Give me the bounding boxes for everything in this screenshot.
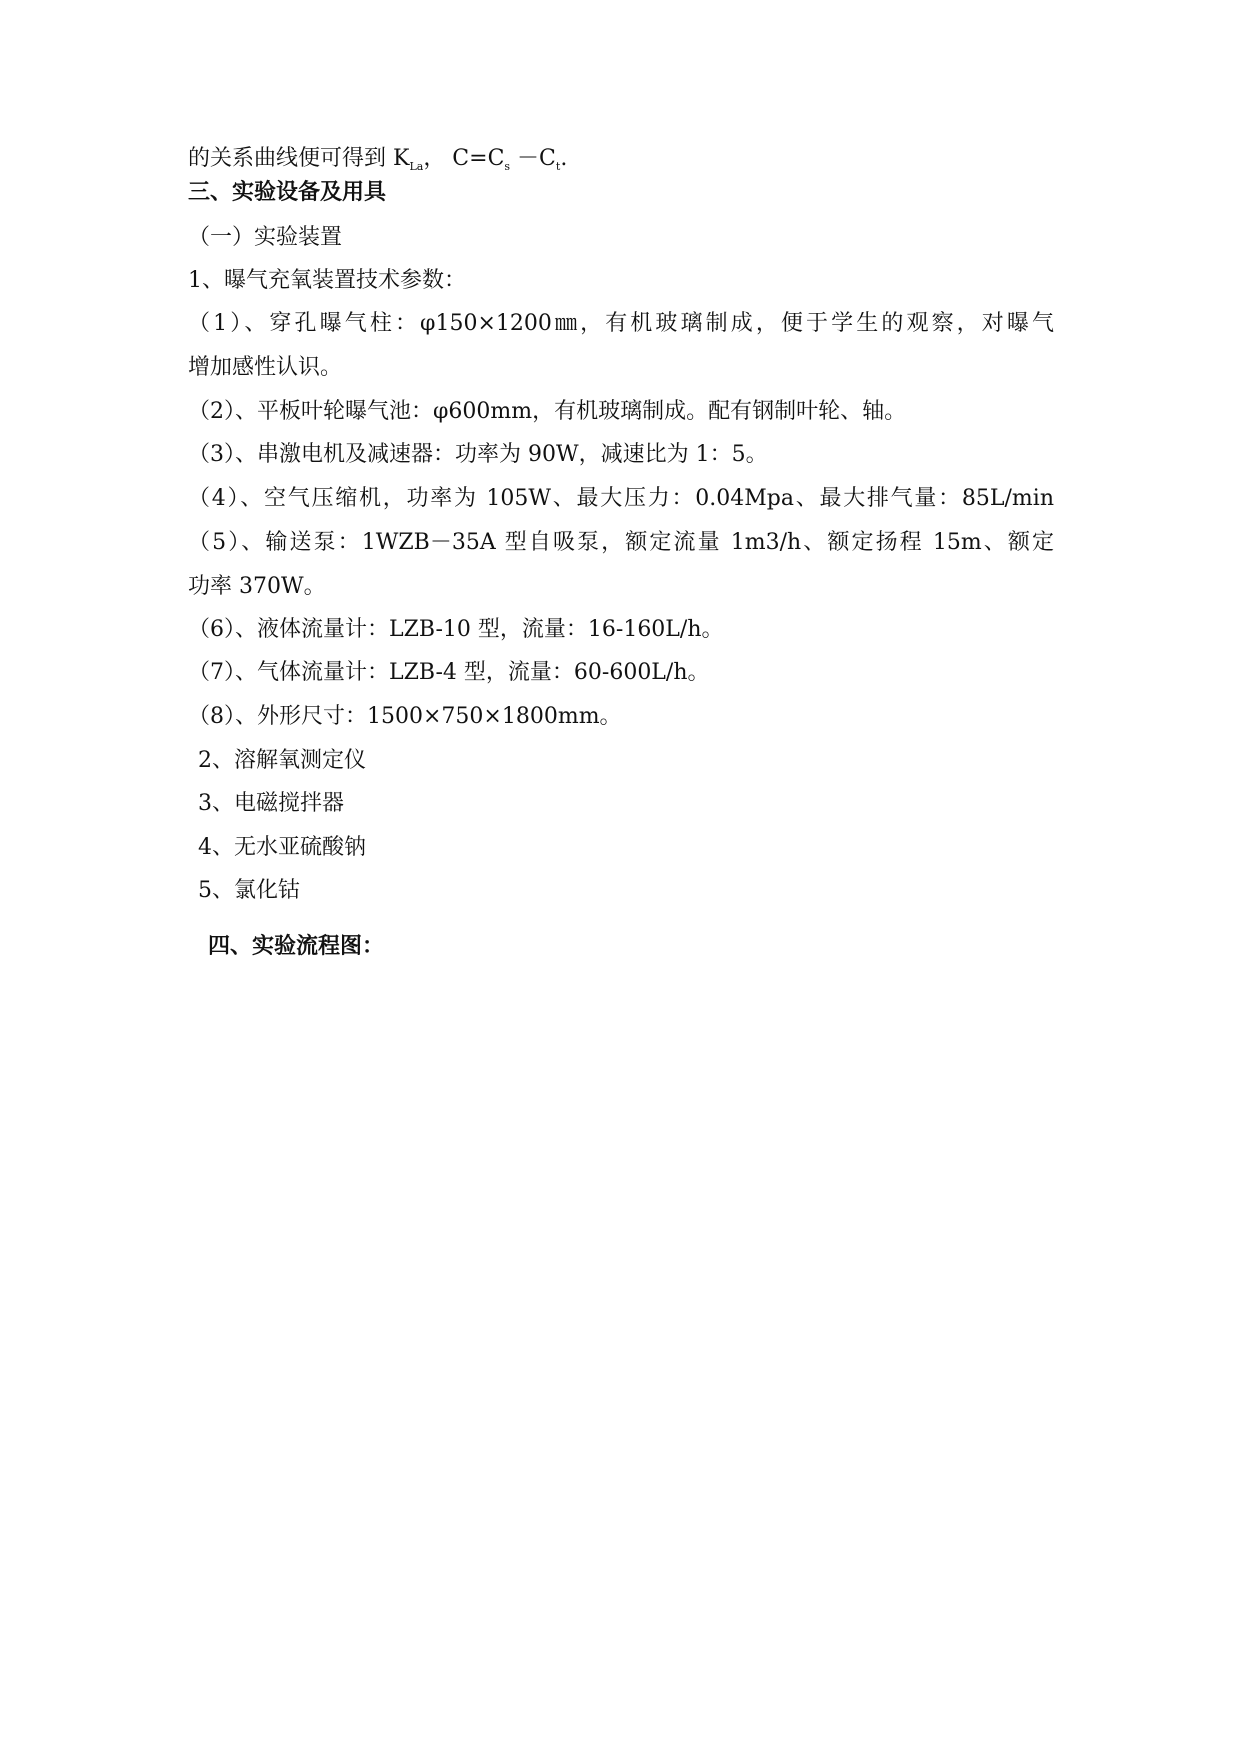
intro-formula-minus: －C [510,146,556,171]
item4: 4、无水亚硫酸钠 [198,835,366,860]
cs-subscript: s [504,160,511,173]
subsection-heading: （一）实验装置 [188,225,343,250]
item5: 5、氯化钴 [198,878,300,903]
intro-line [188,144,567,177]
param1-line2: 增加感性认识。 [188,355,343,380]
section4-heading: 四、实验流程图： [208,934,385,959]
item3: 3、电磁搅拌器 [198,791,344,816]
param4: （4）、空气压缩机，功率为 105W、最大压力：0.04Mpa、最大排气量：85L/min [188,486,1054,511]
param5-line2: 功率 370W。 [188,574,326,599]
section3-heading: 三、实验设备及用具 [188,180,387,205]
param1-line1: （1）、穿孔曝气柱：φ150×1200㎜，有机玻璃制成，便于学生的观察，对曝气 [188,311,1054,336]
param2: （2）、平板叶轮曝气池：φ600mm，有机玻璃制成。配有钢制叶轮、轴。 [188,399,907,424]
param8: （8）、外形尺寸：1500×750×1800mm。 [188,704,622,729]
intro-text: 的关系曲线便可得到 K [188,146,410,171]
ct-subscript: t [555,160,561,173]
kla-subscript: La [409,160,424,173]
param3: （3）、串激电机及减速器：功率为 90W，减速比为 1：5。 [188,442,768,467]
item2: 2、溶解氧测定仪 [198,748,366,773]
intro-formula: ， C=C [423,146,505,171]
param7: （7）、气体流量计：LZB-4 型，流量：60-600L/h。 [188,660,710,685]
intro-period: . [560,146,568,171]
param6: （6）、液体流量计：LZB-10 型，流量：16-160L/h。 [188,617,724,642]
item1-heading: 1、曝气充氧装置技术参数： [188,268,466,293]
param5-line1: （5）、输送泵：1WZB－35A 型自吸泵，额定流量 1m3/h、额定扬程 15m、额定 [188,530,1054,555]
